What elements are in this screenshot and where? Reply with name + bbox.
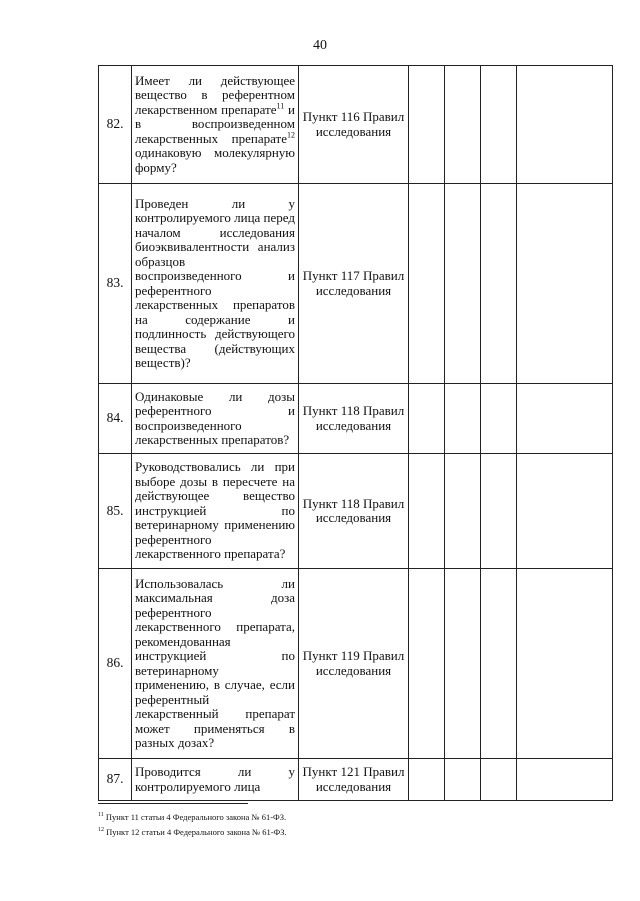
reference-cell: Пункт 119 Правил исследования bbox=[299, 569, 409, 759]
answer-na-cell[interactable] bbox=[481, 454, 517, 569]
answer-yes-cell[interactable] bbox=[409, 184, 445, 384]
answer-yes-cell[interactable] bbox=[409, 759, 445, 801]
row-number: 85. bbox=[99, 454, 132, 569]
reference-cell: Пункт 121 Правил исследования bbox=[299, 759, 409, 801]
reference-cell: Пункт 117 Правил исследования bbox=[299, 184, 409, 384]
answer-na-cell[interactable] bbox=[481, 384, 517, 454]
answer-yes-cell[interactable] bbox=[409, 66, 445, 184]
table-row bbox=[99, 569, 613, 759]
table-row bbox=[99, 384, 613, 454]
table-row bbox=[99, 454, 613, 569]
answer-no-cell[interactable] bbox=[445, 454, 481, 569]
question-cell: Проведен ли у контролируемого лица перед началом исследования биоэквивалентности анализ образцов воспроизведенного и референтного лекарственных препаратов на содержание и подлинность действующего вещества (действующих веществ)? bbox=[132, 184, 299, 384]
note-cell[interactable] bbox=[517, 569, 613, 759]
answer-yes-cell[interactable] bbox=[409, 454, 445, 569]
row-number: 86. bbox=[99, 569, 132, 759]
question-cell: Проводится ли у контролируемого лица bbox=[132, 759, 299, 801]
answer-na-cell[interactable] bbox=[481, 184, 517, 384]
table-row bbox=[99, 759, 613, 801]
question-cell: Использовалась ли максимальная доза референтного лекарственного препарата, рекомендованная инструкцией по ветеринарному применению, в случае, если референтный лекарственный препарат может применяться в разных дозах? bbox=[132, 569, 299, 759]
answer-na-cell[interactable] bbox=[481, 569, 517, 759]
question-cell: Руководствовались ли при выборе дозы в пересчете на действующее вещество инструкцией по ветеринарному применению референтного лекарственного препарата? bbox=[132, 454, 299, 569]
answer-no-cell[interactable] bbox=[445, 759, 481, 801]
answer-yes-cell[interactable] bbox=[409, 384, 445, 454]
row-number: 83. bbox=[99, 184, 132, 384]
answer-no-cell[interactable] bbox=[445, 184, 481, 384]
reference-cell: Пункт 118 Правил исследования bbox=[299, 454, 409, 569]
footnote-mark: 11 bbox=[98, 812, 104, 819]
answer-no-cell[interactable] bbox=[445, 66, 481, 184]
row-number: 87. bbox=[99, 759, 132, 801]
row-number: 82. bbox=[99, 66, 132, 184]
footnote-mark: 12 bbox=[287, 130, 295, 140]
footnote: $^{11}$ Пункт 11 статьи 4 Федерального закона № 61-ФЗ. bbox=[98, 812, 287, 822]
answer-no-cell[interactable] bbox=[445, 384, 481, 454]
answer-yes-cell[interactable] bbox=[409, 569, 445, 759]
table-row bbox=[99, 184, 613, 384]
answer-no-cell[interactable] bbox=[445, 569, 481, 759]
footnote: $^{12}$ Пункт 12 статьи 4 Федерального закона № 61-ФЗ. bbox=[98, 827, 287, 837]
note-cell[interactable] bbox=[517, 184, 613, 384]
note-cell[interactable] bbox=[517, 759, 613, 801]
page-number: 40 bbox=[313, 38, 327, 53]
answer-na-cell[interactable] bbox=[481, 759, 517, 801]
question-cell: Имеет ли действующее вещество в референтном лекарственном препарате$^{11}$ и в воспроизведенном лекарственных препарате$^{12}$ одинаковую молекулярную форму? bbox=[132, 66, 299, 184]
table-row bbox=[99, 66, 613, 184]
answer-na-cell[interactable] bbox=[481, 66, 517, 184]
footnote-mark: 11 bbox=[276, 101, 285, 111]
checklist-table bbox=[98, 65, 613, 801]
question-cell: Одинаковые ли дозы референтного и воспроизведенного лекарственных препаратов? bbox=[132, 384, 299, 454]
note-cell[interactable] bbox=[517, 66, 613, 184]
row-number: 84. bbox=[99, 384, 132, 454]
footnote-divider bbox=[98, 803, 248, 804]
note-cell[interactable] bbox=[517, 384, 613, 454]
note-cell[interactable] bbox=[517, 454, 613, 569]
reference-cell: Пункт 118 Правил исследования bbox=[299, 384, 409, 454]
reference-cell: Пункт 116 Правил исследования bbox=[299, 66, 409, 184]
footnote-mark: 12 bbox=[98, 827, 104, 834]
